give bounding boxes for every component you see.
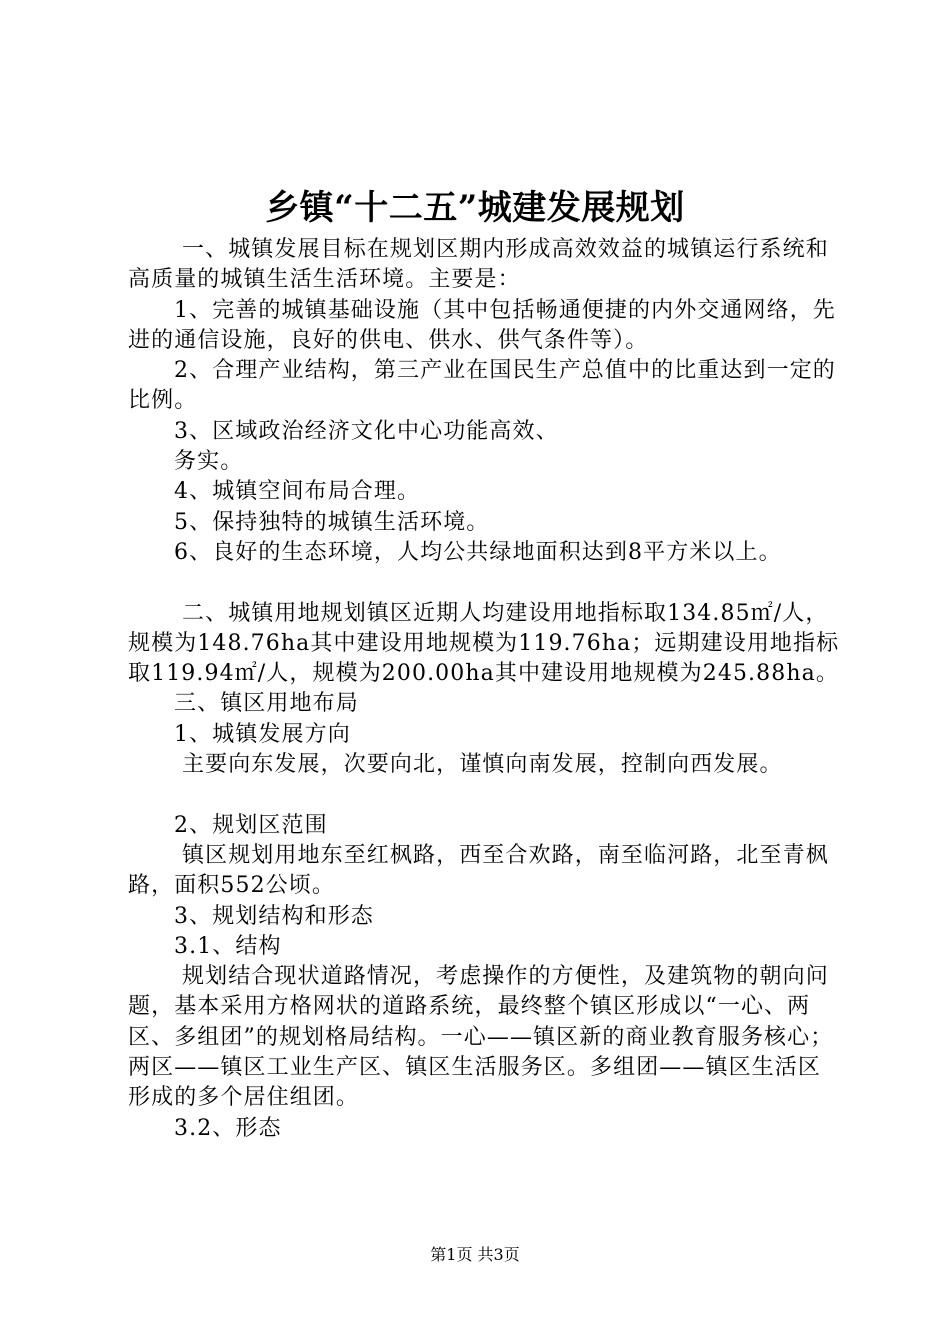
paragraph-planning-area: 镇区规划用地东至红枫路，西至合欢路，南至临河路，北至青枫路，面积552公顷。	[128, 842, 829, 899]
heading-structure-and-form: 3、规划结构和形态	[174, 903, 374, 929]
paragraph-industry-structure: 2、合理产业结构，第三产业在国民生产总值中的比重达到一定的比例。	[128, 358, 836, 414]
paragraph-land-use-planning: 二、城镇用地规划镇区近期人均建设用地指标取134.85㎡/人，规模为148.76ha其中建设用地规模为119.76ha；远期建设用地指标取119.94㎡/人，规模为200.00ha其中建设用地规模为245.88ha。	[128, 600, 840, 687]
paragraph-structure: 规划结合现状道路情况，考虑操作的方便性，及建筑物的朝向问题，基本采用方格网状的道路系统，最终整个镇区形成以“一心、两区、多组团”的规划格局结构。一心——镇区新的商业教育服务核心；两区——镇区工业生产区、镇区生活服务区。多组团——镇区生活区形成的多个居住组团。	[128, 964, 834, 1111]
heading-development-direction: 1、城镇发展方向	[174, 721, 351, 747]
page-number-footer: 第1页 共3页	[430, 1245, 520, 1264]
heading-planning-area: 2、规划区范围	[174, 812, 328, 838]
paragraph-spacer	[128, 568, 840, 598]
paragraph-regional-center: 3、区域政治经济文化中心功能高效、	[174, 418, 559, 444]
heading-structure: 3.1、结构	[174, 933, 282, 959]
page-title: 乡镇“十二五”城建发展规划	[265, 188, 685, 228]
paragraph-living-environment: 5、保持独特的城镇生活环境。	[174, 509, 490, 535]
paragraph-development-goals: 一、城镇发展目标在规划区期内形成高效效益的城镇运行系统和高质量的城镇生活生活环境。主要是：	[128, 237, 829, 293]
heading-form: 3.2、形态	[174, 1115, 282, 1141]
paragraph-regional-center-cont: 务实。	[174, 449, 244, 475]
paragraph-development-direction: 主要向东发展，次要向北，谨慎向南发展，控制向西发展。	[182, 752, 783, 778]
paragraph-infrastructure: 1、完善的城镇基础设施（其中包括畅通便捷的内外交通网络，先进的通信设施，良好的供电、供水、供气条件等）。	[128, 297, 836, 353]
paragraph-spacer	[128, 780, 840, 810]
paragraph-spatial-layout: 4、城镇空间布局合理。	[174, 479, 421, 505]
heading-town-land-layout: 三、镇区用地布局	[174, 691, 359, 717]
paragraph-ecological-environment: 6、良好的生态环境，人均公共绿地面积达到8平方米以上。	[174, 539, 782, 565]
document-body	[128, 235, 840, 1144]
